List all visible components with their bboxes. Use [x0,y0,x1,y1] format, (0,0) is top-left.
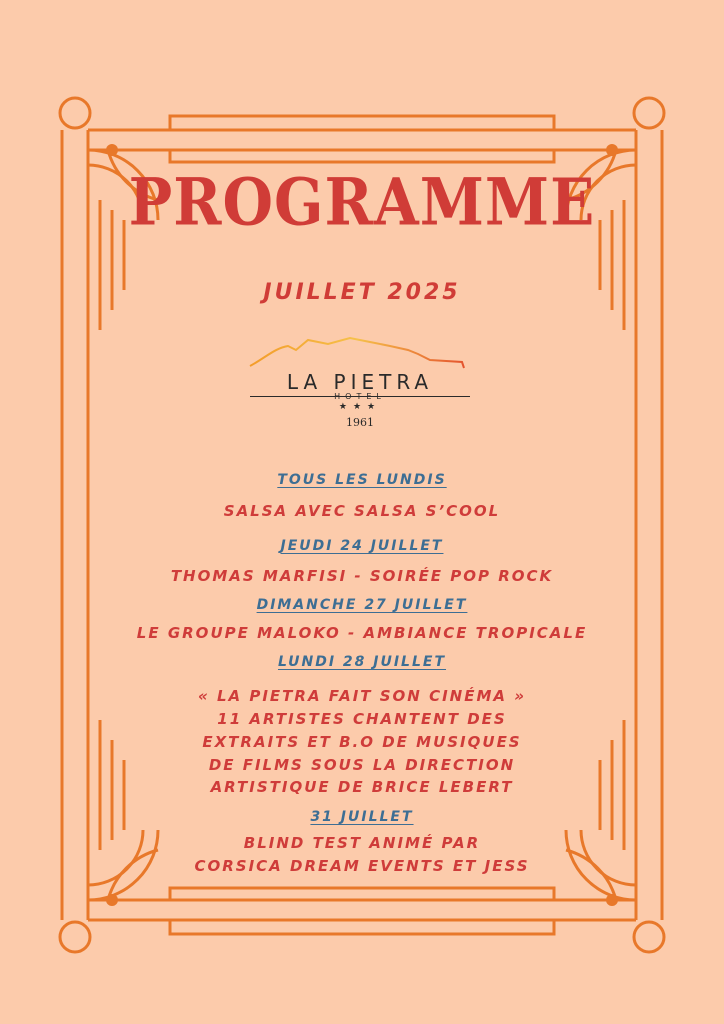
logo-stars: ★★★ [338,402,382,412]
event-line: 11 ARTISTES CHANTENT DES [217,710,507,728]
event-line: « LA PIETRA FAIT SON CINÉMA » [198,687,526,705]
mountain-icon [240,332,480,372]
event-date: JEUDI 24 JUILLET [280,538,444,554]
event-line: BLIND TEST ANIMÉ PAR [243,834,481,852]
event-date: 31 JUILLET [310,809,414,825]
event-line: EXTRAITS ET B.O DE MUSIQUES [202,733,522,751]
event-date: DIMANCHE 27 JUILLET [256,597,468,613]
event-line: LE GROUPE MALOKO - AMBIANCE TROPICALE [136,624,588,642]
event-line: ARTISTIQUE DE BRICE LEBERT [210,778,514,796]
logo-year: 1961 [346,416,374,429]
event-date: TOUS LES LUNDIS [277,472,447,488]
event-line: CORSICA DREAM EVENTS ET JESS [194,857,530,875]
logo-hotel: HOTEL [334,392,386,401]
hotel-logo [240,332,480,437]
logo-name: LA PIETRA [286,370,434,394]
event-line: SALSA AVEC SALSA S’COOL [223,502,501,520]
page-title: PROGRAMME [128,163,596,241]
event-date: LUNDI 28 JUILLET [277,654,447,670]
event-line: DE FILMS SOUS LA DIRECTION [208,756,516,774]
event-line: THOMAS MARFISI - SOIRÉE POP ROCK [170,567,554,585]
page-subtitle: JUILLET 2025 [263,280,461,305]
